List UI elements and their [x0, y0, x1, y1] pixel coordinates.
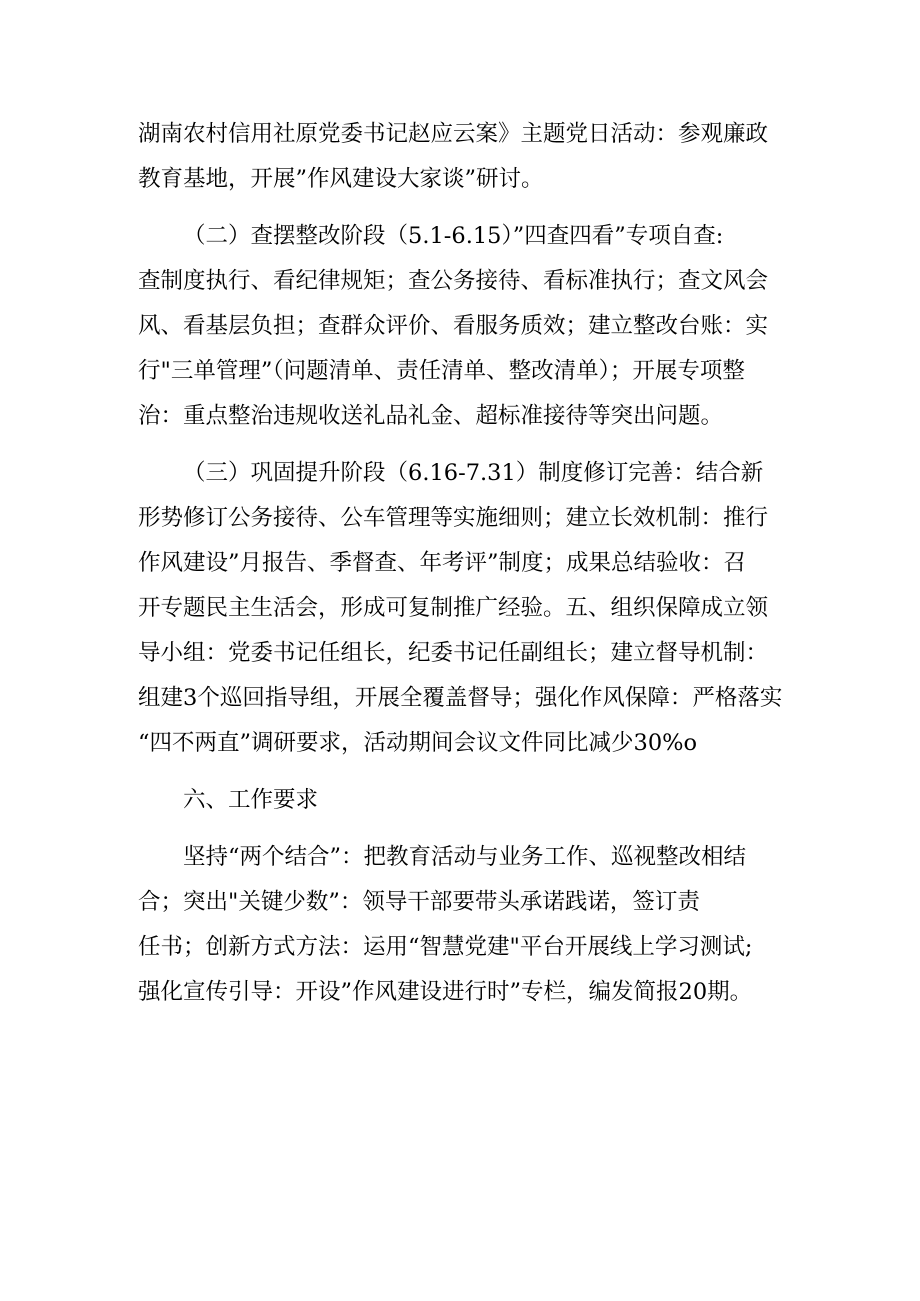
text-line: 作风建设”月报告、季督查、年考评”制度；成果总结验收：召	[138, 550, 747, 576]
text-line: 形势修订公务接待、公车管理等实施细则；建立长效机制：推行	[138, 505, 769, 531]
text-line: 查制度执行、看纪律规矩；查公务接待、看标准执行；查文风会	[138, 268, 769, 294]
text-line: “四不两直”调研要求，活动期间会议文件同比减少30%o	[138, 730, 698, 756]
text-line: 导小组：党委书记任组长，纪委书记任副组长；建立督导机制：	[138, 640, 769, 666]
text-line: 组建3个巡回指导组，开展全覆盖督导；强化作风保障：严格落实	[138, 685, 783, 711]
text-line: 合；突出"关键少数”：领导干部要带头承诺践诺，签订责	[138, 889, 700, 915]
document-body	[138, 112, 798, 1015]
section-heading: 六、工作要求	[183, 787, 319, 813]
text-line: 治：重点整治违规收送礼品礼金、超标准接待等突出问题。	[138, 403, 724, 429]
text-line: 教育基地，开展”作风建设大家谈”研讨。	[138, 166, 544, 192]
text-line: 任书；创新方式方法：运用“智慧党建"平台开展线上学习测试;	[138, 934, 753, 960]
paragraph-start-line: 坚持“两个结合”：把教育活动与业务工作、巡视整改相结	[183, 844, 747, 870]
paragraph-start-line: （二）查摆整改阶段（5.1-6.15）”四查四看”专项自查:	[183, 223, 724, 249]
text-line: 风、看基层负担；查群众评价、看服务质效；建立整改台账：实	[138, 313, 769, 339]
text-line: 行"三单管理”（问题清单、责任清单、整改清单）；开展专项整	[138, 358, 745, 384]
text-line: 湖南农村信用社原党委书记赵应云案》主题党日活动：参观廉政	[138, 121, 769, 147]
text-line: 强化宣传引导：开设”作风建设进行时”专栏，编发简报20期。	[138, 979, 753, 1005]
paragraph-start-line: （三）巩固提升阶段（6.16-7.31）制度修订完善：结合新	[183, 460, 764, 486]
text-line: 开专题民主生活会，形成可复制推广经验。五、组织保障成立领	[138, 595, 769, 621]
